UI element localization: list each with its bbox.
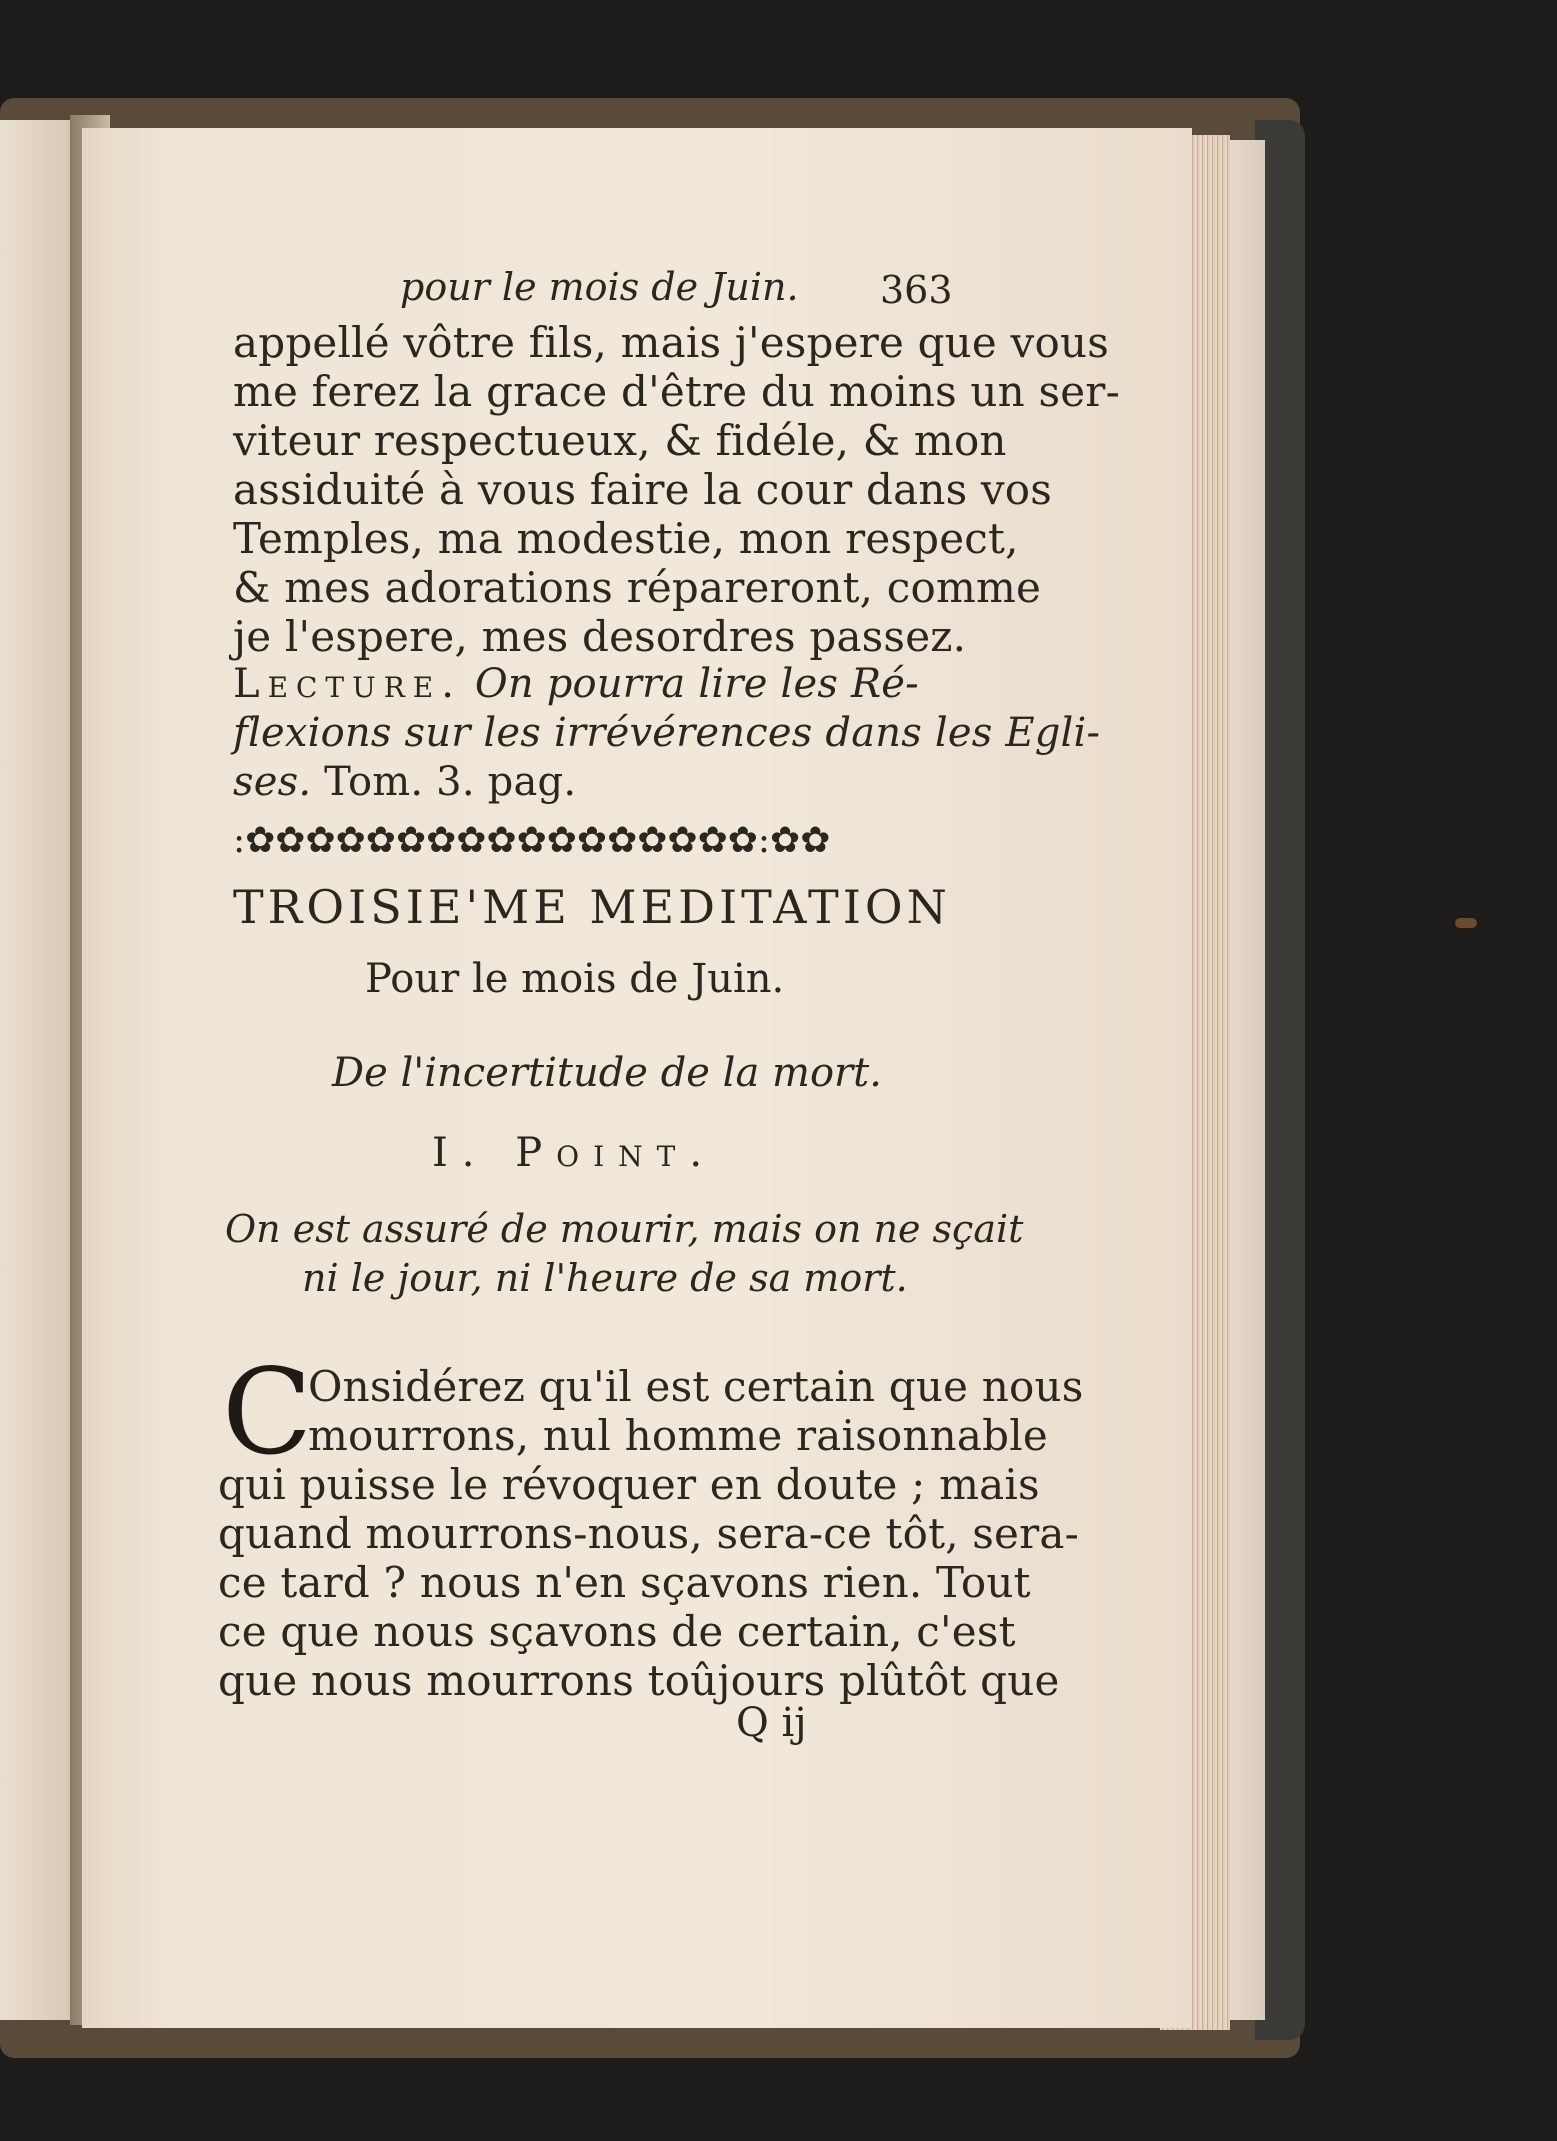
drop-cap: C: [222, 1343, 313, 1481]
signature-mark: Q ij: [736, 1700, 807, 1746]
continuation-line: appellé vôtre fils, mais j'espere que vous: [233, 318, 1109, 367]
body-line: que nous mourrons toûjours plûtôt que: [218, 1656, 1060, 1705]
table-speck: [1455, 918, 1477, 928]
meditation-title: TROISIE'ME MEDITATION: [233, 880, 951, 934]
body-line: ce tard ? nous n'en sçavons rien. Tout: [218, 1558, 1031, 1607]
lecture-line-2: [233, 710, 1100, 756]
body-line: Onsidérez qu'il est certain que nous: [308, 1362, 1084, 1411]
point-summary-line: On est assuré de mourir, mais on ne sçait: [225, 1207, 1024, 1251]
point-heading: I. Point.: [432, 1130, 717, 1176]
continuation-line: Temples, ma modestie, mon respect,: [233, 514, 1019, 563]
continuation-line: me ferez la grace d'être du moins un ser-: [233, 367, 1120, 416]
point-summary-line: ni le jour, ni l'heure de sa mort.: [302, 1256, 908, 1300]
lecture-line-3: [233, 759, 576, 805]
lecture-text-1: On pourra lire les Ré-: [474, 661, 919, 707]
continuation-line: assiduité à vous faire la cour dans vos: [233, 465, 1053, 514]
meditation-subtitle: Pour le mois de Juin.: [365, 956, 785, 1002]
body-line: ce que nous sçavons de certain, c'est: [218, 1607, 1016, 1656]
running-head: pour le mois de Juin.: [400, 265, 799, 309]
lecture-text-3-italic: ses.: [233, 759, 312, 805]
page-number: 363: [880, 268, 953, 312]
lecture-text-2: flexions sur les irrévérences dans les Egli-: [233, 710, 1101, 756]
lecture-line-1: [233, 661, 919, 707]
body-line: quand mourrons-nous, sera-ce tôt, sera-: [218, 1509, 1080, 1558]
lecture-label: Lecture.: [233, 661, 462, 707]
body-line: mourrons, nul homme raisonnable: [308, 1411, 1048, 1460]
meditation-topic: De l'incertitude de la mort.: [332, 1050, 882, 1096]
body-line: qui puisse le révoquer en doute ; mais: [218, 1460, 1040, 1509]
continuation-line: viteur respectueux, & fidéle, & mon: [233, 416, 1007, 465]
ornament-divider: :✿✿✿✿✿✿✿✿✿✿✿✿✿✿✿✿✿:✿✿: [233, 820, 831, 861]
lecture-text-3-roman: Tom. 3. pag.: [324, 759, 577, 805]
continuation-line: & mes adorations répareront, comme: [233, 563, 1042, 612]
continuation-line: je l'espere, mes desordres passez.: [233, 612, 967, 661]
